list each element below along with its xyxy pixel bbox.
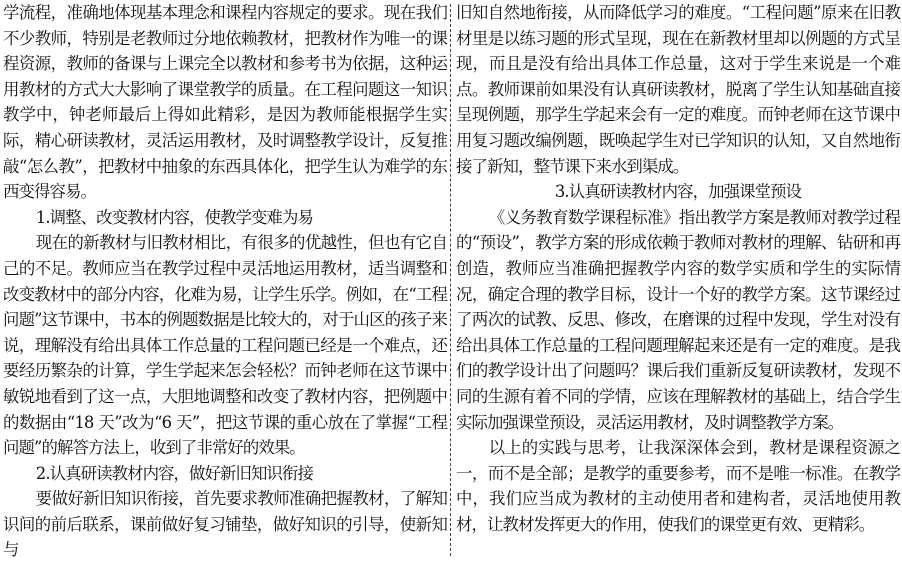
- left-column: [3, 0, 447, 563]
- left-paragraph-section-1: 现在的新教材与旧教材相比，有很多的优越性，但也有它自己的不足。教师应当在教学过程中灵活地运用教材，适当调整和改变教材中的部分内容，化难为易，让学生乐学。例如，在“工程问题”这节课中，书本的例题数据是比较大的，对于山区的孩子来说，理解没有给出具体工作总量的工程问题已经是一个难点，还要经历繁杂的计算，学生学起来怎会轻松？而钟老师在这节课中敏锐地看到了这一点，大胆地调整和改变了教材内容，把例题中的数据由“18 天”改为“6 天”，把这节课的重心放在了掌握“工程问题”的解答方法上，收到了非常好的效果。: [3, 233, 447, 458]
- left-paragraph-continuation: 学流程，准确地体现基本理念和课程内容规定的要求。现在我们不少教师，特别是老教师过分地依赖教材，把教材作为唯一的课程资源，教师的备课与上课完全以教材和参考书为依据，这种运用教材的方式大大影响了课堂教学的质量。在工程问题这一知识教学中，钟老师最后上得如此精彩，是因为教师能根据学生实际，精心研读教材，灵活运用教材，及时调整教学设计，反复推敲“怎么教”，把教材中抽象的东西具体化，把学生认为难学的东西变得容易。: [3, 3, 447, 202]
- left-paragraph-section-2: 要做好新旧知识衔接，首先要求教师准确把握教材，了解知识间的前后联系，课前做好复习铺垫，做好知识的引导，使新知与: [3, 489, 447, 560]
- right-column: [456, 0, 900, 537]
- section-heading-1: 1.调整、改变教材内容，使教学变难为易: [35, 207, 313, 227]
- right-paragraph-section-3: 《义务教育数学课程标准》指出教学方案是教师对教学过程的“预设”，教学方案的形成依赖于教师对教材的理解、钻研和再创造，教师应当准确把握教学内容的数学实质和学生的实际情况，确定合理的教学目标，设计一个好的教学方案。这节课经过了两次的试教、反思、修改，在磨课的过程中发现，学生对没有给出具体工作总量的工程问题理解起来还是有一定的难度。是我们的教学设计出了问题吗？课后我们重新反复研读教材，发现不同的生源有着不同的学情，应该在理解教材的基础上，结合学生实际加强课堂预设，灵活运用教材，及时调整教学方案。: [456, 207, 900, 432]
- section-heading-2: 2.认真研读教材内容，做好新旧知识衔接: [35, 463, 313, 483]
- right-paragraph-continuation: 旧知自然地衔接，从而降低学习的难度。“工程问题”原来在旧教材里是以练习题的形式呈现，现在在新教材里却以例题的方式呈现，而且是没有给出具体工作总量，这对于学生来说是一个难点。教师课前如果没有认真研读教材，脱离了学生认知基础直接呈现例题，那学生学起来会有一定的难度。而钟老师在这节课中用复习题改编例题，既唤起学生对已学知识的认知，又自然地衔接了新知，整节课下来水到渠成。: [456, 3, 900, 176]
- right-paragraph-conclusion: 以上的实践与思考，让我深深体会到，教材是课程资源之一，而不是全部；是教学的重要参考，而不是唯一标准。在教学中，我们应当成为教材的主动使用者和建构者，灵活地使用教材，让教材发挥更大的作用，使我们的课堂更有效、更精彩。: [456, 438, 900, 534]
- section-heading-3: 3.认真研读教材内容，加强课堂预设: [554, 182, 802, 202]
- column-divider: [450, 4, 451, 556]
